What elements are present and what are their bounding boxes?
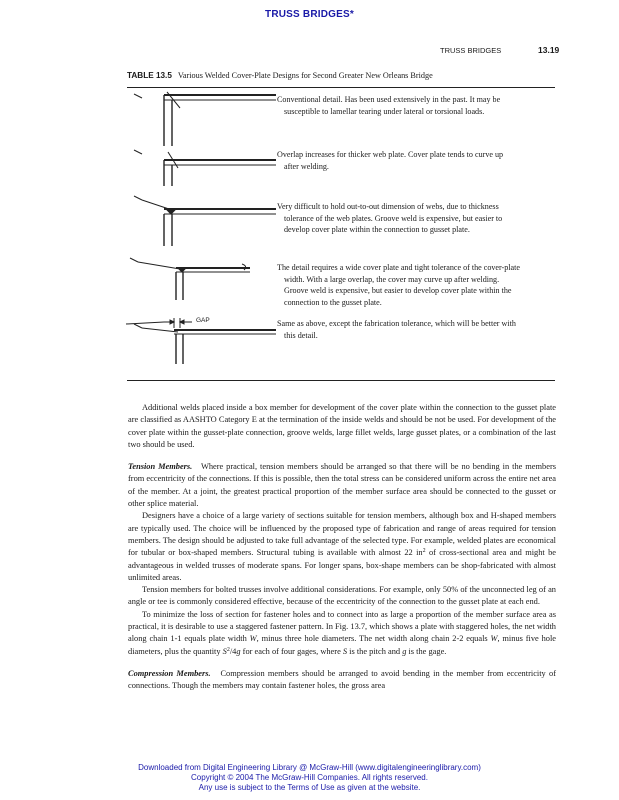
table-row-1-text xyxy=(277,94,557,117)
paragraph-tension-members xyxy=(128,461,556,510)
body-text xyxy=(128,402,556,693)
table-row-5-text xyxy=(277,318,557,341)
paragraph-bolted-trusses: Tension members for bolted trusses involve additional considerations. For example, only 50% of the unconnected leg of an angle or tee is commonly considered effective, because of the eccentricity of the connection to the gusset plate at each end. xyxy=(128,585,556,607)
staggered-text-e: is the pitch and xyxy=(347,646,403,656)
staggered-text-b: , minus three hole diameters. The net width along chain 2-2 equals xyxy=(256,634,491,644)
var-w-2: W xyxy=(490,634,498,644)
var-s-1: S xyxy=(222,646,227,656)
area-unit-exponent: 2 xyxy=(422,548,426,555)
detail-2-overlap xyxy=(134,150,276,186)
staggered-text-f: is the gage. xyxy=(406,646,447,656)
paragraph-cover-plate-welds: Additional welds placed inside a box member for development of the cover plate within the connection to the gusset plate are classified as AASHTO Category E at the termination of the inside welds and should be not be used. For development of the cover plate within the gusset-plate connection, groove welds, large fillet welds, large gusset plates, or a combination of the last two should be used. xyxy=(128,403,556,449)
var-w-1: W xyxy=(249,634,257,644)
detail-1-conventional xyxy=(134,92,276,146)
running-header-title: TRUSS BRIDGES xyxy=(440,46,502,55)
table-row-3-line-1: Very difficult to hold out-to-out dimension of webs, due to thickness xyxy=(277,202,499,211)
table-row-4-line-1: The detail requires a wide cover plate and tight tolerance of the cover-plate xyxy=(277,263,520,272)
var-s-2: S xyxy=(342,646,348,656)
footer-download-line[interactable]: Downloaded from Digital Engineering Library @ McGraw-Hill (www.digitalengineeringlibrary.com) xyxy=(138,763,481,772)
table-caption-text: Various Welded Cover-Plate Designs for Second Greater New Orleans Bridge xyxy=(177,71,433,80)
paragraph-compression-members xyxy=(128,668,556,693)
section-choice-text-a: Designers have a choice of a large variety of sections suitable for tension members, although box and H-shaped members are typically used. The choice will be influenced by the proposed type of fabrication and range of areas required for tension members. The design should be adjusted to take full advantage of the selected type. For example, welded plates are economical for tubular or box-shaped members. Structural tubing is available with almost 22 in xyxy=(128,511,556,558)
table-row-2-line-1: Overlap increases for thicker web plate. Cover plate tends to curve up xyxy=(277,150,504,159)
table-bottom-rule xyxy=(127,380,555,381)
table-row-1-line-1: Conventional detail. Has been used extensively in the past. It may be xyxy=(277,95,501,104)
s-exponent: 2 xyxy=(226,646,230,653)
download-footer xyxy=(0,763,619,793)
table-row-1-line-2: susceptible to lamellar tearing under lateral or torsional loads. xyxy=(284,106,485,116)
table-row-2-text xyxy=(277,149,557,172)
table-label: TABLE 13.5 xyxy=(127,71,172,80)
var-g-2: g xyxy=(402,646,407,656)
footer-copyright-line: Copyright © 2004 The McGraw-Hill Companies. All rights reserved. xyxy=(191,773,428,782)
var-g-1: g xyxy=(236,646,241,656)
compression-members-text: Compression members should be arranged to avoid bending in the member from eccentricity of connections. Though the members may contain fastener holes, the gross area xyxy=(128,668,556,691)
table-row-5-line-1: Same as above, except the fabrication tolerance, which will be better with xyxy=(277,319,516,328)
table-row-2-line-2: after welding. xyxy=(284,161,329,171)
tension-members-text: Where practical, tension members should be arranged so that there will be no bending in the members from eccentricity of the connections. If this is possible, then the total stress can be considered uniform across the entire net area of the member. At a joint, the greatest practical proportion of the member surface area should be connected to the gusset or other splice material. xyxy=(128,462,556,509)
table-caption xyxy=(127,71,433,80)
heading-compression-members: Compression Members. xyxy=(128,668,211,678)
paragraph-staggered-holes xyxy=(128,609,556,658)
table-row-3-line-3: develop cover plate within the connection to gusset plate. xyxy=(284,225,470,234)
table-row-4-text xyxy=(277,262,557,308)
staggered-text-c: , minus five hole diameters, plus the quantity xyxy=(128,634,556,656)
document-banner: TRUSS BRIDGES* xyxy=(265,9,354,20)
table-row-4-line-3: Groove weld is expensive, but easier to develop cover plate within the xyxy=(284,286,512,295)
footer-terms-line[interactable]: Any use is subject to the Terms of Use as given at the website. xyxy=(198,783,421,792)
weld-detail-drawings xyxy=(120,88,290,368)
heading-tension-members: Tension Members. xyxy=(128,462,193,472)
formula-divisor: /4 xyxy=(229,646,237,656)
detail-5-gap xyxy=(126,318,276,364)
detail-3-groove-weld xyxy=(134,196,276,246)
detail-4-wide-cover-plate xyxy=(130,258,250,300)
page-number: 13.19 xyxy=(538,45,560,55)
gap-label: GAP xyxy=(196,317,210,324)
table-row-4-line-2: width. With a large overlap, the cover may curve up after welding. xyxy=(284,274,500,284)
staggered-text-a: To minimize the loss of section for fastener holes and to connect into as large a proportion of the member surface area as practical, it is desirable to use a staggered fastener pattern. In Fig. 13.7, which shows a plate with staggered holes, the net width along chain 1-1 equals plate width xyxy=(128,609,556,644)
staggered-text-d: for each of four gages, where xyxy=(240,646,343,656)
paragraph-section-choice xyxy=(128,510,556,584)
section-choice-text-b: of cross-sectional area and might be advantageous in welded trusses of moderate spans. For longer spans, box-shape members can be shop-fabricated with almost unlimited areas. xyxy=(128,548,557,582)
table-row-3-line-2: tolerance of the web plates. Groove weld is expensive, but easier to xyxy=(284,213,503,223)
table-row-4-line-4: connection to the gusset plate. xyxy=(284,297,382,307)
table-row-5-line-2: this detail. xyxy=(284,330,318,340)
table-row-3-text xyxy=(277,201,557,236)
